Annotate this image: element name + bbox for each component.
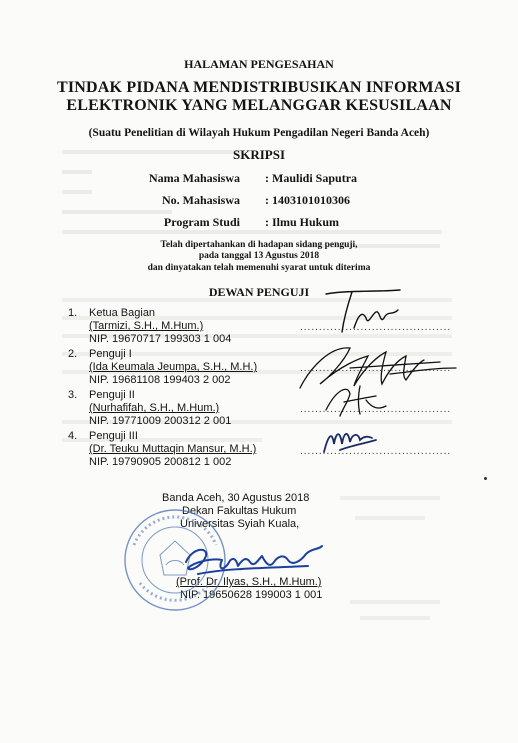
signature-line-1: ........................................: [300, 322, 452, 333]
signature-line-4: ........................................: [300, 446, 452, 457]
study-program-row: [0, 215, 518, 235]
examiner-role: Penguji I: [89, 348, 132, 360]
signature-line-3: ........................................: [300, 404, 452, 415]
examiner-nip: NIP. 19670717 199303 1 004: [89, 333, 232, 345]
subtitle: (Suatu Penelitian di Wilayah Hukum Pengadilan Negeri Banda Aceh): [88, 127, 430, 139]
defense-line-2: pada tanggal 13 Agustus 2018: [198, 251, 320, 261]
study-program-label: Program Studi: [163, 215, 240, 229]
title-line-1: TINDAK PIDANA MENDISTRIBUSIKAN INFORMASI: [56, 79, 462, 96]
student-number-value: : 1403101010306: [265, 193, 350, 207]
examiner-number: 3.: [68, 389, 78, 401]
student-name-row: [0, 171, 518, 191]
student-number-row: [0, 193, 518, 213]
paper-speck: [484, 477, 487, 480]
student-name-label: Nama Mahasiswa: [148, 171, 240, 185]
defense-line-3: dan dinyatakan telah memenuhi syarat untuk diterima: [147, 263, 371, 273]
dean-nip: NIP. 19650628 199003 1 001: [180, 589, 323, 601]
examiner-nip: NIP. 19790905 200812 1 002: [89, 456, 232, 468]
student-name-value: : Maulidi Saputra: [265, 171, 358, 185]
defense-line-1: Telah dipertahankan di hadapan sidang penguji,: [160, 240, 358, 250]
examiner-name: (Nurhafifah, S.H., M.Hum.): [89, 402, 220, 414]
dean-name: (Prof. Dr. Ilyas, S.H., M.Hum.): [176, 576, 322, 588]
signature-line-2: ........................................: [300, 363, 452, 374]
page-heading: HALAMAN PENGESAHAN: [184, 57, 334, 71]
examiner-role: Penguji II: [89, 389, 135, 401]
institution-name: Universitas Syiah Kuala,: [180, 518, 300, 530]
examiner-number: 4.: [68, 430, 78, 442]
examiner-name: (Dr. Teuku Muttaqin Mansur, M.H.): [89, 443, 257, 455]
signature-examiner-4: [320, 422, 380, 458]
study-program-value: : Ilmu Hukum: [265, 215, 340, 229]
signature-examiner-1: [318, 288, 408, 338]
examiner-number: 2.: [68, 348, 78, 360]
examiner-role: Penguji III: [89, 430, 138, 442]
examiner-nip: NIP. 19771009 200312 2 001: [89, 415, 232, 427]
examiner-number: 1.: [68, 307, 78, 319]
dean-title: Dekan Fakultas Hukum: [182, 505, 297, 517]
signature-examiner-3: [320, 380, 390, 420]
signature-dean: [178, 538, 328, 588]
title-line-2: ELEKTRONIK YANG MELANGGAR KESUSILAAN: [66, 97, 452, 114]
examiner-nip: NIP. 19681108 199403 2 002: [89, 374, 231, 386]
board-heading: DEWAN PENGUJI: [208, 285, 310, 299]
student-number-label: No. Mahasiswa: [161, 193, 240, 207]
place-date: Banda Aceh, 30 Agustus 2018: [162, 492, 310, 504]
examiner-name: (Tarmizi, S.H., M.Hum.): [89, 320, 204, 332]
examiner-role: Ketua Bagian: [89, 307, 156, 319]
document-type: SKRIPSI: [232, 147, 286, 162]
examiner-name: (Ida Keumala Jeumpa, S.H., M.H.): [89, 361, 258, 373]
